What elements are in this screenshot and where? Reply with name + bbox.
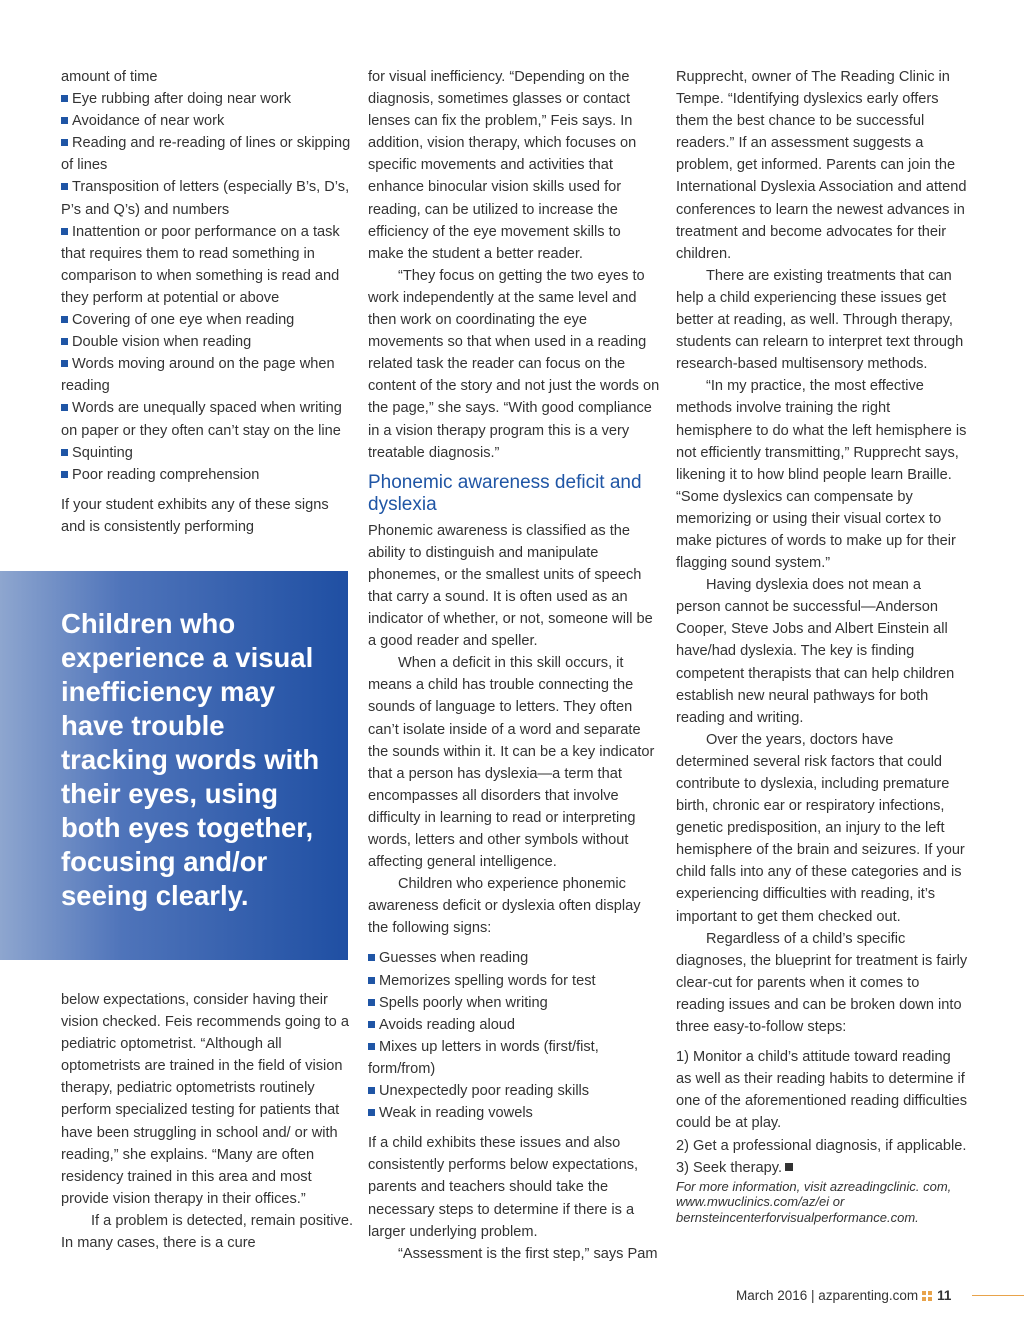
step-3: 3) Seek therapy.	[676, 1157, 968, 1179]
col1-intro: amount of time	[61, 69, 158, 85]
footer-rule	[972, 1295, 1024, 1296]
dyslexia-signs-list	[368, 947, 660, 1124]
list-item: Words are unequally spaced when writing on paper or they often can’t stay on the line	[61, 400, 342, 439]
bullet-square-icon	[61, 117, 68, 124]
col1-after-bullets: If your student exhibits any of these signs and is consistently performing	[61, 496, 329, 535]
paragraph: Having dyslexia does not mean a person cannot be successful—Anderson Cooper, Steve Jobs and Albert Einstein all have/had dyslexia. The key is finding competent therapists that can help children establish new neural pathways for both reading and writing.	[676, 577, 955, 726]
paragraph: When a deficit in this skill occurs, it means a child has trouble connecting the sounds of language to letters. They often can’t isolate inside of a word and separate the sounds within it. It can be a key indicator that a person has dyslexia—a term that encompasses all disorders that involve difficulty in learning to read or interpreting words, letters and other symbols without affecting general intelligence.	[368, 655, 655, 871]
paragraph: Rupprecht, owner of The Reading Clinic in Tempe. “Identifying dyslexics early offers them the best chance to be successful readers.” If an assessment suggests a problem, get informed. Parents can join the International Dyslexia Association and attend conferences to learn the newest advances in treatment and become advocates for their children.	[676, 69, 967, 262]
column-3	[676, 66, 968, 1225]
paragraph: Children who experience phonemic awareness deficit or dyslexia often display the following signs:	[368, 876, 641, 937]
section-heading: Phonemic awareness deficit and dyslexia	[368, 471, 642, 515]
bullet-square-icon	[61, 404, 68, 411]
list-item: Guesses when reading	[368, 947, 660, 969]
list-item: Mixes up letters in words (first/fist, form/from)	[368, 1038, 599, 1077]
paragraph: below expectations, consider having their vision checked. Feis recommends going to a pediatric optometrist. “Although all optometrists are trained in the field of vision therapy, pediatric optometrists routinely perform specialized testing for patients that have been struggling in school and/ or with reading,” she explains. “Many are often residency trained in this area and most provide vision therapy in their offices.”	[61, 992, 349, 1207]
list-item: Spells poorly when writing	[368, 992, 660, 1014]
end-mark-icon	[785, 1163, 793, 1171]
list-item: Poor reading comprehension	[61, 464, 353, 486]
list-item: Unexpectedly poor reading skills	[368, 1080, 660, 1102]
step-1: 1) Monitor a child’s attitude toward reading as well as their reading habits to determine if one of the aforementioned reading difficulties could be at play.	[676, 1049, 967, 1132]
page-footer	[736, 1288, 951, 1303]
bullet-square-icon	[368, 1087, 375, 1094]
bullet-square-icon	[368, 977, 375, 984]
bullet-square-icon	[61, 471, 68, 478]
bullet-square-icon	[61, 338, 68, 345]
column-1-bottom	[61, 989, 353, 1254]
bullet-square-icon	[368, 954, 375, 961]
list-item: Covering of one eye when reading	[61, 309, 353, 331]
vision-signs-list	[61, 88, 353, 486]
list-item: Double vision when reading	[61, 331, 353, 353]
pull-quote-box	[0, 571, 348, 960]
footer-issue-site: March 2016 | azparenting.com	[736, 1288, 919, 1303]
paragraph: “In my practice, the most effective methods involve training the right hemisphere to do what the left hemisphere is not efficiently transmitting,” Rupprecht says, likening it to how blind people learn Braille. “Some dyslexics can compensate by memorizing or using their visual cortex to make pictures of words to make up for their flagging sound system.”	[676, 378, 967, 572]
bullet-square-icon	[61, 449, 68, 456]
list-item: Eye rubbing after doing near work	[61, 88, 353, 110]
paragraph: for visual inefficiency. “Depending on the diagnosis, sometimes glasses or contact lenses can fix the problem,” Feis says. In addition, vision therapy, which focuses on specific movements and activities that enhance binocular vision skills used for reading, can be utilized to increase the efficiency of the eye movement skills to make the student a better reader.	[368, 69, 637, 262]
paragraph: If a child exhibits these issues and also consistently performs below expectations, parents and teachers should take the necessary steps to determine if there is a larger underlying problem.	[368, 1135, 639, 1240]
list-item: Weak in reading vowels	[368, 1102, 660, 1124]
list-item: Memorizes spelling words for test	[368, 970, 660, 992]
paragraph: If a problem is detected, remain positive. In many cases, there is a cure	[61, 1212, 354, 1252]
list-item: Words moving around on the page when reading	[61, 356, 335, 395]
step-2: 2) Get a professional diagnosis, if applicable.	[676, 1137, 967, 1154]
paragraph: Over the years, doctors have determined several risk factors that could contribute to dyslexia, including premature birth, chronic ear or respiratory infections, genetic predisposition, an injury to the left hemisphere of the brain and seizures. If your child falls into any of these categories and is experiencing difficulties with reading, it’s important to get them checked out.	[676, 731, 965, 925]
bullet-square-icon	[61, 360, 68, 367]
paragraph: There are existing treatments that can help a child experiencing these issues get better at reading, as well. Through therapy, students can relearn to interpret text through research-based multisensory methods.	[676, 267, 964, 373]
column-1	[61, 66, 353, 538]
page-number: 11	[937, 1288, 952, 1303]
pull-quote-text: Children who experience a visual inefficiency may have trouble tracking words with their eyes, using both eyes together, focusing and/or seeing clearly.	[61, 608, 320, 911]
bullet-square-icon	[61, 95, 68, 102]
paragraph: Phonemic awareness is classified as the ability to distinguish and manipulate phonemes, or the smallest units of speech that carry a sound. It is often used as an indicator of whether, or not, someone will be a good reader and speller.	[368, 522, 653, 650]
paragraph: Regardless of a child’s specific diagnoses, the blueprint for treatment is fairly clear-cut for parents when it comes to reading issues and can be broken down into three easy-to-follow steps:	[676, 930, 968, 1036]
bullet-square-icon	[368, 1021, 375, 1028]
dots-icon	[922, 1291, 933, 1301]
list-item: Transposition of letters (especially B’s, D’s, P’s and Q’s) and numbers	[61, 179, 350, 218]
list-item: Avoidance of near work	[61, 110, 353, 132]
bullet-square-icon	[61, 183, 68, 190]
bullet-square-icon	[368, 999, 375, 1006]
bullet-square-icon	[61, 228, 68, 235]
bullet-square-icon	[368, 1109, 375, 1116]
bullet-square-icon	[61, 316, 68, 323]
list-item: Reading and re-reading of lines or skipping of lines	[61, 135, 351, 174]
paragraph: “They focus on getting the two eyes to work independently at the same level and then work on coordinating the eye movements so that when used in a reading related task the reader can focus on the content of the story and not just the words on the page,” she says. “With good compliance in a vision therapy program this is a very treatable diagnosis.”	[368, 267, 660, 461]
more-info-credit: For more information, visit azreadingclinic. com, www.mwuclinics.com/az/ei or bernsteincenterforvisualperformance.com.	[676, 1178, 952, 1225]
list-item: Squinting	[61, 442, 353, 464]
bullet-square-icon	[368, 1043, 375, 1050]
paragraph: “Assessment is the first step,” says Pam	[398, 1245, 658, 1262]
list-item: Avoids reading aloud	[368, 1014, 660, 1036]
list-item: Inattention or poor performance on a task that requires them to read something in comparison to when something is read and they perform at potential or above	[61, 223, 340, 306]
bullet-square-icon	[61, 139, 68, 146]
column-2	[368, 66, 660, 1265]
